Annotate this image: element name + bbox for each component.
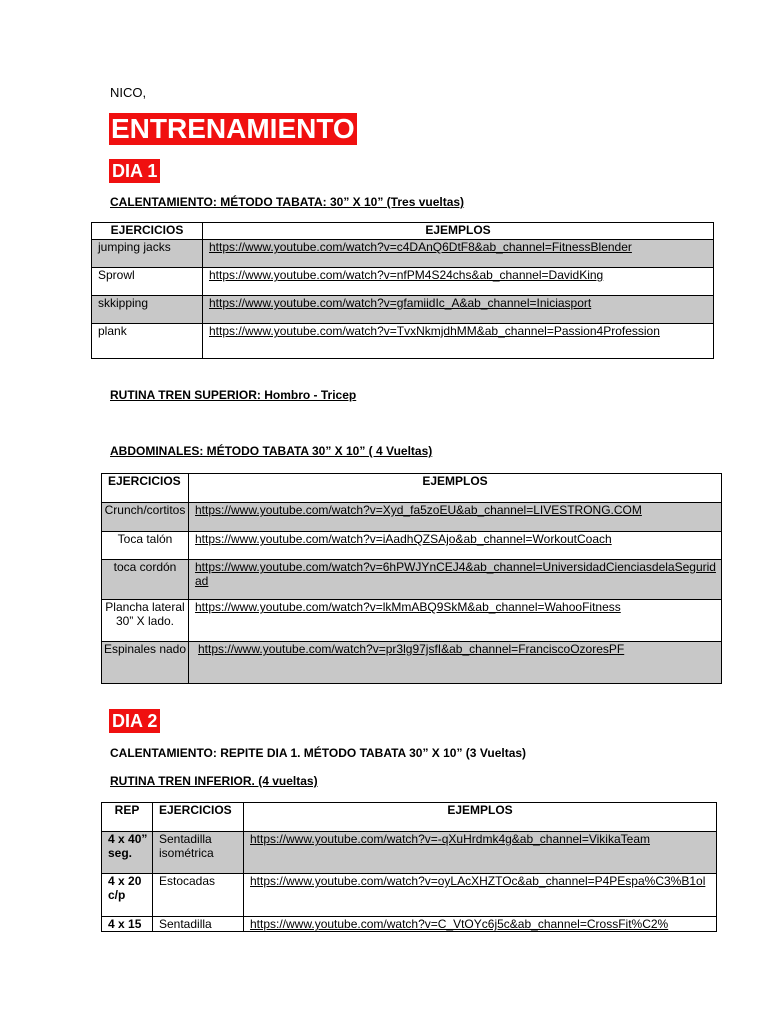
col-header-examples: EJEMPLOS [244,803,717,832]
table-row [102,560,722,600]
youtube-link[interactable]: https://www.youtube.com/watch?v=gfamiidIc_A&ab_channel=Iniciasport [203,296,714,324]
table-row [92,240,714,268]
table-row [92,296,714,324]
col-header-rep: REP [102,803,153,832]
col-header-exercises: EJERCICIOS [92,223,203,240]
exercise-cell: Sentadilla [153,917,244,932]
table-row [102,642,722,684]
youtube-link[interactable]: https://www.youtube.com/watch?v=c4DAnQ6DtF8&ab_channel=FitnessBlender [203,240,714,268]
exercise-cell: Plancha lateral 30” X lado. [102,600,189,642]
abs-heading: ABDOMINALES: MÉTODO TABATA 30” X 10” ( 4 Vueltas) [110,444,433,458]
lower-table [101,802,717,932]
table-row [102,874,717,917]
day1-label: DIA 1 [109,159,160,183]
table-row [92,268,714,296]
exercise-cell: Crunch/cortitos [102,503,189,532]
youtube-link[interactable]: https://www.youtube.com/watch?v=pr3lg97jsfI&ab_channel=FranciscoOzoresPF [189,642,722,684]
youtube-link[interactable]: https://www.youtube.com/watch?v=C_VtOYc6j5c&ab_channel=CrossFit%C2% [244,917,717,932]
youtube-link[interactable]: https://www.youtube.com/watch?v=oyLAcXHZTOc&ab_channel=P4PEspa%C3%B1ol [244,874,717,917]
table-row [102,917,717,932]
youtube-link[interactable]: https://www.youtube.com/watch?v=iAadhQZSAjo&ab_channel=WorkoutCoach [189,532,722,560]
exercise-cell: plank [92,324,203,359]
exercise-cell: Sprowl [92,268,203,296]
youtube-link[interactable]: https://www.youtube.com/watch?v=TvxNkmjdhMM&ab_channel=Passion4Profession [203,324,714,359]
exercise-cell: toca cordón [102,560,189,600]
exercise-cell: jumping jacks [92,240,203,268]
col-header-examples: EJEMPLOS [189,474,722,503]
youtube-link[interactable]: https://www.youtube.com/watch?v=lkMmABQ9SkM&ab_channel=WahooFitness [189,600,722,642]
lower-routine-heading: RUTINA TREN INFERIOR. (4 vueltas) [110,774,318,788]
exercise-cell: Sentadilla isométrica [153,832,244,874]
col-header-examples: EJEMPLOS [203,223,714,240]
youtube-link[interactable]: https://www.youtube.com/watch?v=6hPWJYnCEJ4&ab_channel=UniversidadCienciasdelaSeguridad [189,560,722,600]
upper-routine-heading: RUTINA TREN SUPERIOR: Hombro - Tricep [110,388,357,402]
table-row [102,600,722,642]
day2-label: DIA 2 [109,709,160,733]
day1-warmup-heading: CALENTAMIENTO: MÉTODO TABATA: 30” X 10” (Tres vueltas) [110,195,465,209]
table-row [92,324,714,359]
greeting: NICO, [110,85,147,100]
table-row [102,832,717,874]
day2-warmup-heading: CALENTAMIENTO: REPITE DIA 1. MÉTODO TABATA 30” X 10” (3 Vueltas) [110,746,527,760]
exercise-cell: Toca talón [102,532,189,560]
exercise-cell: Estocadas [153,874,244,917]
youtube-link[interactable]: https://www.youtube.com/watch?v=Xyd_fa5zoEU&ab_channel=LIVESTRONG.COM [189,503,722,532]
table-row [102,532,722,560]
table-row [102,503,722,532]
youtube-link[interactable]: https://www.youtube.com/watch?v=-qXuHrdmk4g&ab_channel=VikikaTeam [244,832,717,874]
col-header-exercises: EJERCICIOS [153,803,244,832]
exercise-cell: skkipping [92,296,203,324]
rep-cell: 4 x 15 [102,917,153,932]
rep-cell: 4 x 20 c/p [102,874,153,917]
youtube-link[interactable]: https://www.youtube.com/watch?v=nfPM4S24chs&ab_channel=DavidKing [203,268,714,296]
abs-table [101,473,722,684]
exercise-cell: Espinales nado [102,642,189,684]
page-title: ENTRENAMIENTO [111,113,355,144]
warmup-table [91,222,714,359]
col-header-exercises: EJERCICIOS [102,474,189,503]
rep-cell: 4 x 40” seg. [102,832,153,874]
